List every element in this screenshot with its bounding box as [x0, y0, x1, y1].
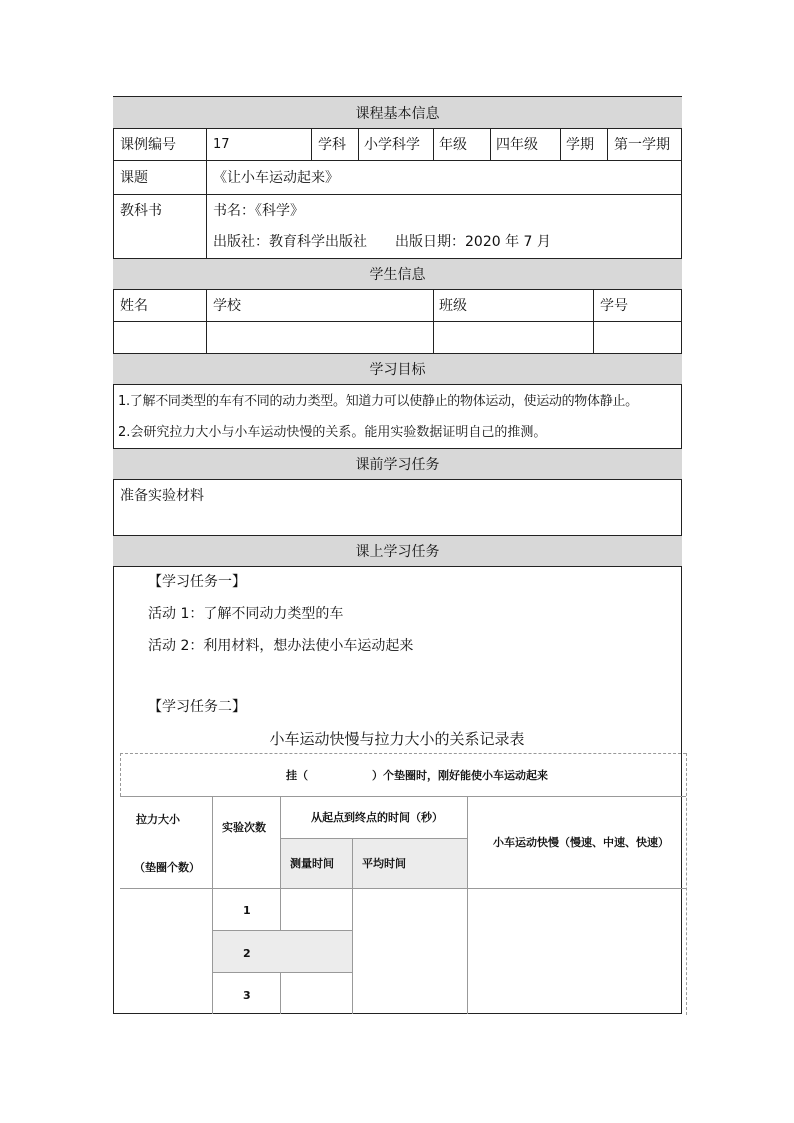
pre-task-header	[113, 448, 682, 480]
in-class-header	[113, 535, 682, 567]
divider	[113, 194, 682, 195]
col-time-label: 从起点到终点的时间（秒）	[311, 811, 443, 824]
record-table-border	[120, 753, 686, 754]
basic-info-header	[113, 96, 682, 129]
student-info-header	[113, 258, 682, 290]
lesson-no-label: 课例编号	[120, 137, 176, 153]
textbook-name: 书名：《科学》	[213, 203, 304, 219]
divider	[120, 796, 686, 797]
divider	[560, 129, 561, 160]
divider	[206, 129, 207, 258]
record-table-border	[686, 753, 687, 1015]
divider	[311, 129, 312, 160]
divider	[593, 290, 594, 353]
goals-header	[113, 353, 682, 385]
col-force-label: 拉力大小	[136, 813, 180, 826]
col-speed-label: 小车运动快慢（慢速、中速、快速）	[493, 836, 669, 849]
class-label: 班级	[439, 298, 467, 314]
divider	[120, 888, 686, 889]
student-info-header-text: 学生信息	[369, 267, 426, 283]
goal-item-1: 1.了解不同类型的车有不同的动力类型。知道力可以使静止的物体运动，使运动的物体静止。	[118, 394, 638, 409]
record-table-border	[120, 753, 121, 796]
lesson-no-value: 17	[213, 137, 230, 152]
grade-label: 年级	[439, 137, 467, 153]
term-label: 学期	[566, 137, 594, 153]
trial-row-3: 3	[243, 989, 251, 1002]
divider	[212, 972, 352, 973]
textbook-publisher: 出版社：教育科学出版社 出版日期：2020 年 7 月	[213, 234, 551, 250]
col-trial-label: 实验次数	[222, 821, 266, 834]
divider	[358, 129, 359, 160]
activity-1: 活动 1：了解不同动力类型的车	[148, 606, 344, 622]
record-top-right: ）个垫圈时，刚好能使小车运动起来	[372, 769, 548, 782]
subject-value: 小学科学	[364, 137, 420, 153]
term-value: 第一学期	[614, 137, 670, 153]
record-top-left: 挂（	[286, 769, 308, 782]
divider	[206, 290, 207, 353]
task1-title: 【学习任务一】	[148, 574, 246, 590]
activity-2: 活动 2：利用材料，想办法使小车运动起来	[148, 638, 414, 654]
col-measured-label: 测量时间	[290, 857, 334, 870]
divider	[280, 796, 281, 1014]
student-name-label: 姓名	[120, 298, 148, 314]
school-label: 学校	[213, 298, 241, 314]
pre-task-content: 准备实验材料	[120, 488, 204, 504]
in-class-header-text: 课上学习任务	[355, 544, 440, 560]
topic-value: 《让小车运动起来》	[213, 170, 339, 186]
divider	[433, 290, 434, 353]
col-average-label: 平均时间	[362, 857, 406, 870]
divider	[113, 160, 682, 161]
divider	[467, 796, 468, 1014]
basic-info-header-text: 课程基本信息	[355, 105, 440, 122]
divider	[607, 129, 608, 160]
trial-row-2: 2	[243, 947, 251, 960]
divider	[490, 129, 491, 160]
goals-header-text: 学习目标	[369, 362, 426, 378]
goal-item-2: 2.会研究拉力大小与小车运动快慢的关系。能用实验数据证明自己的推测。	[118, 425, 547, 440]
pre-task-header-text: 课前学习任务	[355, 457, 440, 473]
topic-label: 课题	[120, 170, 148, 186]
divider	[212, 796, 213, 1014]
textbook-label: 教科书	[120, 203, 162, 219]
record-table-title: 小车运动快慢与拉力大小的关系记录表	[269, 730, 525, 748]
row-2-bg	[213, 931, 352, 972]
divider	[113, 321, 682, 322]
task2-title: 【学习任务二】	[148, 699, 246, 715]
student-id-label: 学号	[600, 298, 628, 314]
col-force-sub-label: （垫圈个数）	[134, 861, 200, 874]
divider	[433, 129, 434, 160]
subject-label: 学科	[318, 137, 346, 153]
grade-value: 四年级	[496, 137, 538, 153]
trial-row-1: 1	[243, 904, 251, 917]
